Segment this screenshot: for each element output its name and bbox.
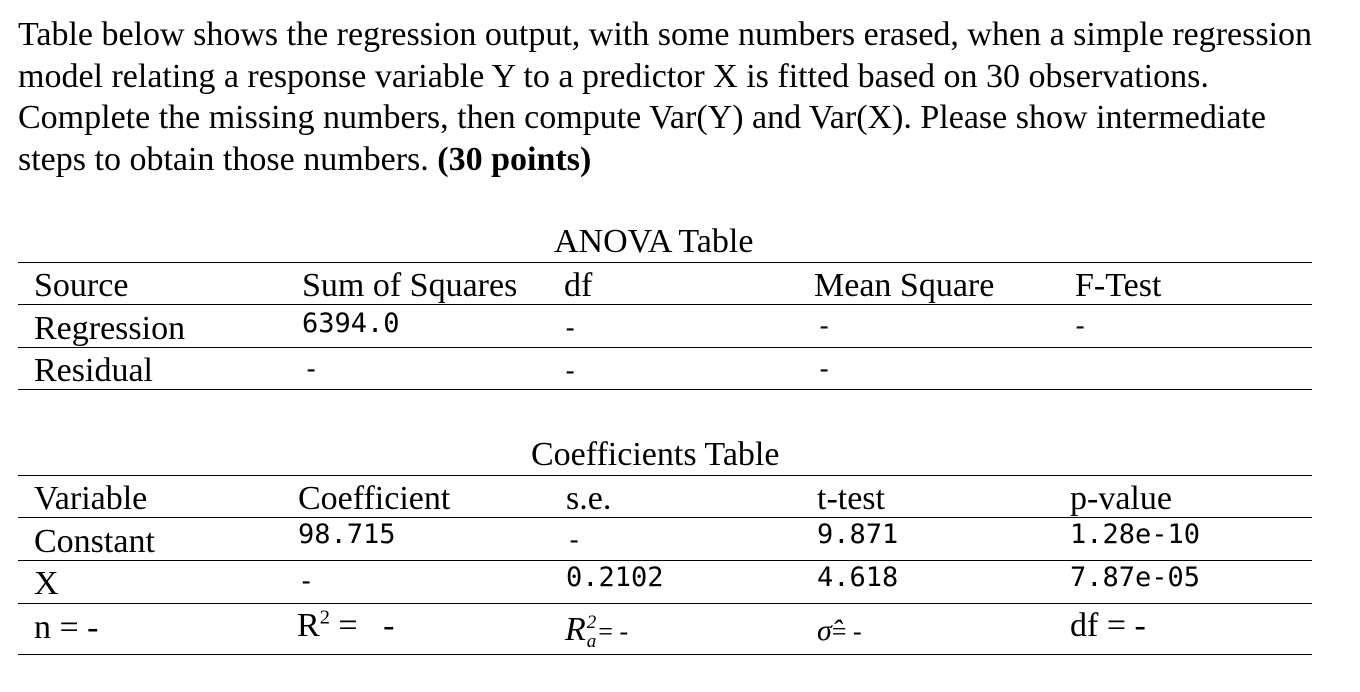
- coef-row-x-variable: X: [34, 565, 59, 602]
- r-squared-adjusted-subscript: a: [586, 631, 597, 653]
- r-squared-exponent: 2: [319, 606, 330, 629]
- coef-header-se: s.e.: [566, 480, 612, 517]
- anova-row-regression-f: -: [1072, 311, 1089, 342]
- anova-row-regression-source: Regression: [34, 310, 186, 347]
- anova-row-regression-df: -: [562, 313, 579, 344]
- coef-row-constant-se: -: [566, 525, 583, 556]
- anova-row-regression-ms: -: [816, 311, 833, 342]
- r-squared-adjusted-scripts: [587, 613, 597, 651]
- anova-header-source: Source: [34, 267, 129, 304]
- anova-row-residual-ss: -: [303, 354, 320, 385]
- anova-row-rule: [18, 347, 1312, 348]
- r-squared-value: = -: [338, 607, 395, 644]
- coef-row-constant-coefficient: 98.715: [298, 519, 396, 550]
- anova-title: ANOVA Table: [554, 223, 754, 260]
- coef-row-x-se: 0.2102: [566, 562, 664, 593]
- summary-r-squared: [297, 606, 394, 646]
- r-squared-adjusted-value: = -: [598, 617, 629, 646]
- coef-row-x-t: 4.618: [817, 562, 899, 593]
- anova-header-rule: [18, 304, 1312, 305]
- anova-bottom-rule: [18, 389, 1312, 390]
- coef-title: Coefficients Table: [531, 436, 780, 473]
- sigma-hat-symbol: σ̂: [817, 614, 832, 647]
- coef-row-x-p: 7.87e-05: [1070, 562, 1201, 593]
- summary-df: df = -: [1070, 607, 1146, 644]
- r-squared-adjusted-exponent: 2: [586, 612, 597, 634]
- coef-row-constant-variable: Constant: [34, 523, 155, 560]
- r-squared-symbol: R: [297, 607, 320, 644]
- anova-row-residual-df: -: [562, 356, 579, 387]
- coef-bottom-rule: [18, 654, 1312, 655]
- summary-r-squared-adjusted: [565, 610, 628, 652]
- coef-row-constant-p: 1.28e-10: [1070, 519, 1201, 550]
- problem-statement: [18, 14, 1318, 180]
- anova-top-rule: [18, 262, 1312, 263]
- coef-header-coefficient: Coefficient: [298, 480, 451, 517]
- problem-text: Table below shows the regression output, with some numbers erased, when a simple regression model relating a response variable Y to a predictor X is fitted based on 30 observations. Complete the missing numbers, then compute Var(Y) and Var(X). Please show intermediate steps to obtain those numbers.: [18, 16, 1313, 178]
- coef-row-x-coefficient: -: [298, 566, 315, 597]
- anova-header-ss: Sum of Squares: [302, 267, 518, 304]
- summary-n: n = -: [34, 609, 99, 646]
- r-squared-adjusted-symbol: R: [565, 611, 586, 648]
- coef-summary-rule: [18, 603, 1312, 604]
- coef-row-constant-t: 9.871: [817, 519, 899, 550]
- anova-row-regression-ss: 6394.0: [302, 308, 400, 339]
- anova-header-ms: Mean Square: [814, 267, 995, 304]
- anova-header-df: df: [564, 267, 593, 304]
- coef-header-variable: Variable: [34, 480, 148, 517]
- coef-header-p: p-value: [1070, 480, 1172, 517]
- coef-header-t: t-test: [817, 480, 885, 517]
- points-label: (30 points): [437, 140, 592, 178]
- anova-row-residual-ms: -: [816, 354, 833, 385]
- summary-sigma-hat: [817, 610, 862, 652]
- anova-header-f: F-Test: [1075, 267, 1162, 304]
- anova-row-residual-source: Residual: [34, 352, 153, 389]
- sigma-hat-value: = -: [831, 617, 862, 646]
- coef-top-rule: [18, 475, 1312, 476]
